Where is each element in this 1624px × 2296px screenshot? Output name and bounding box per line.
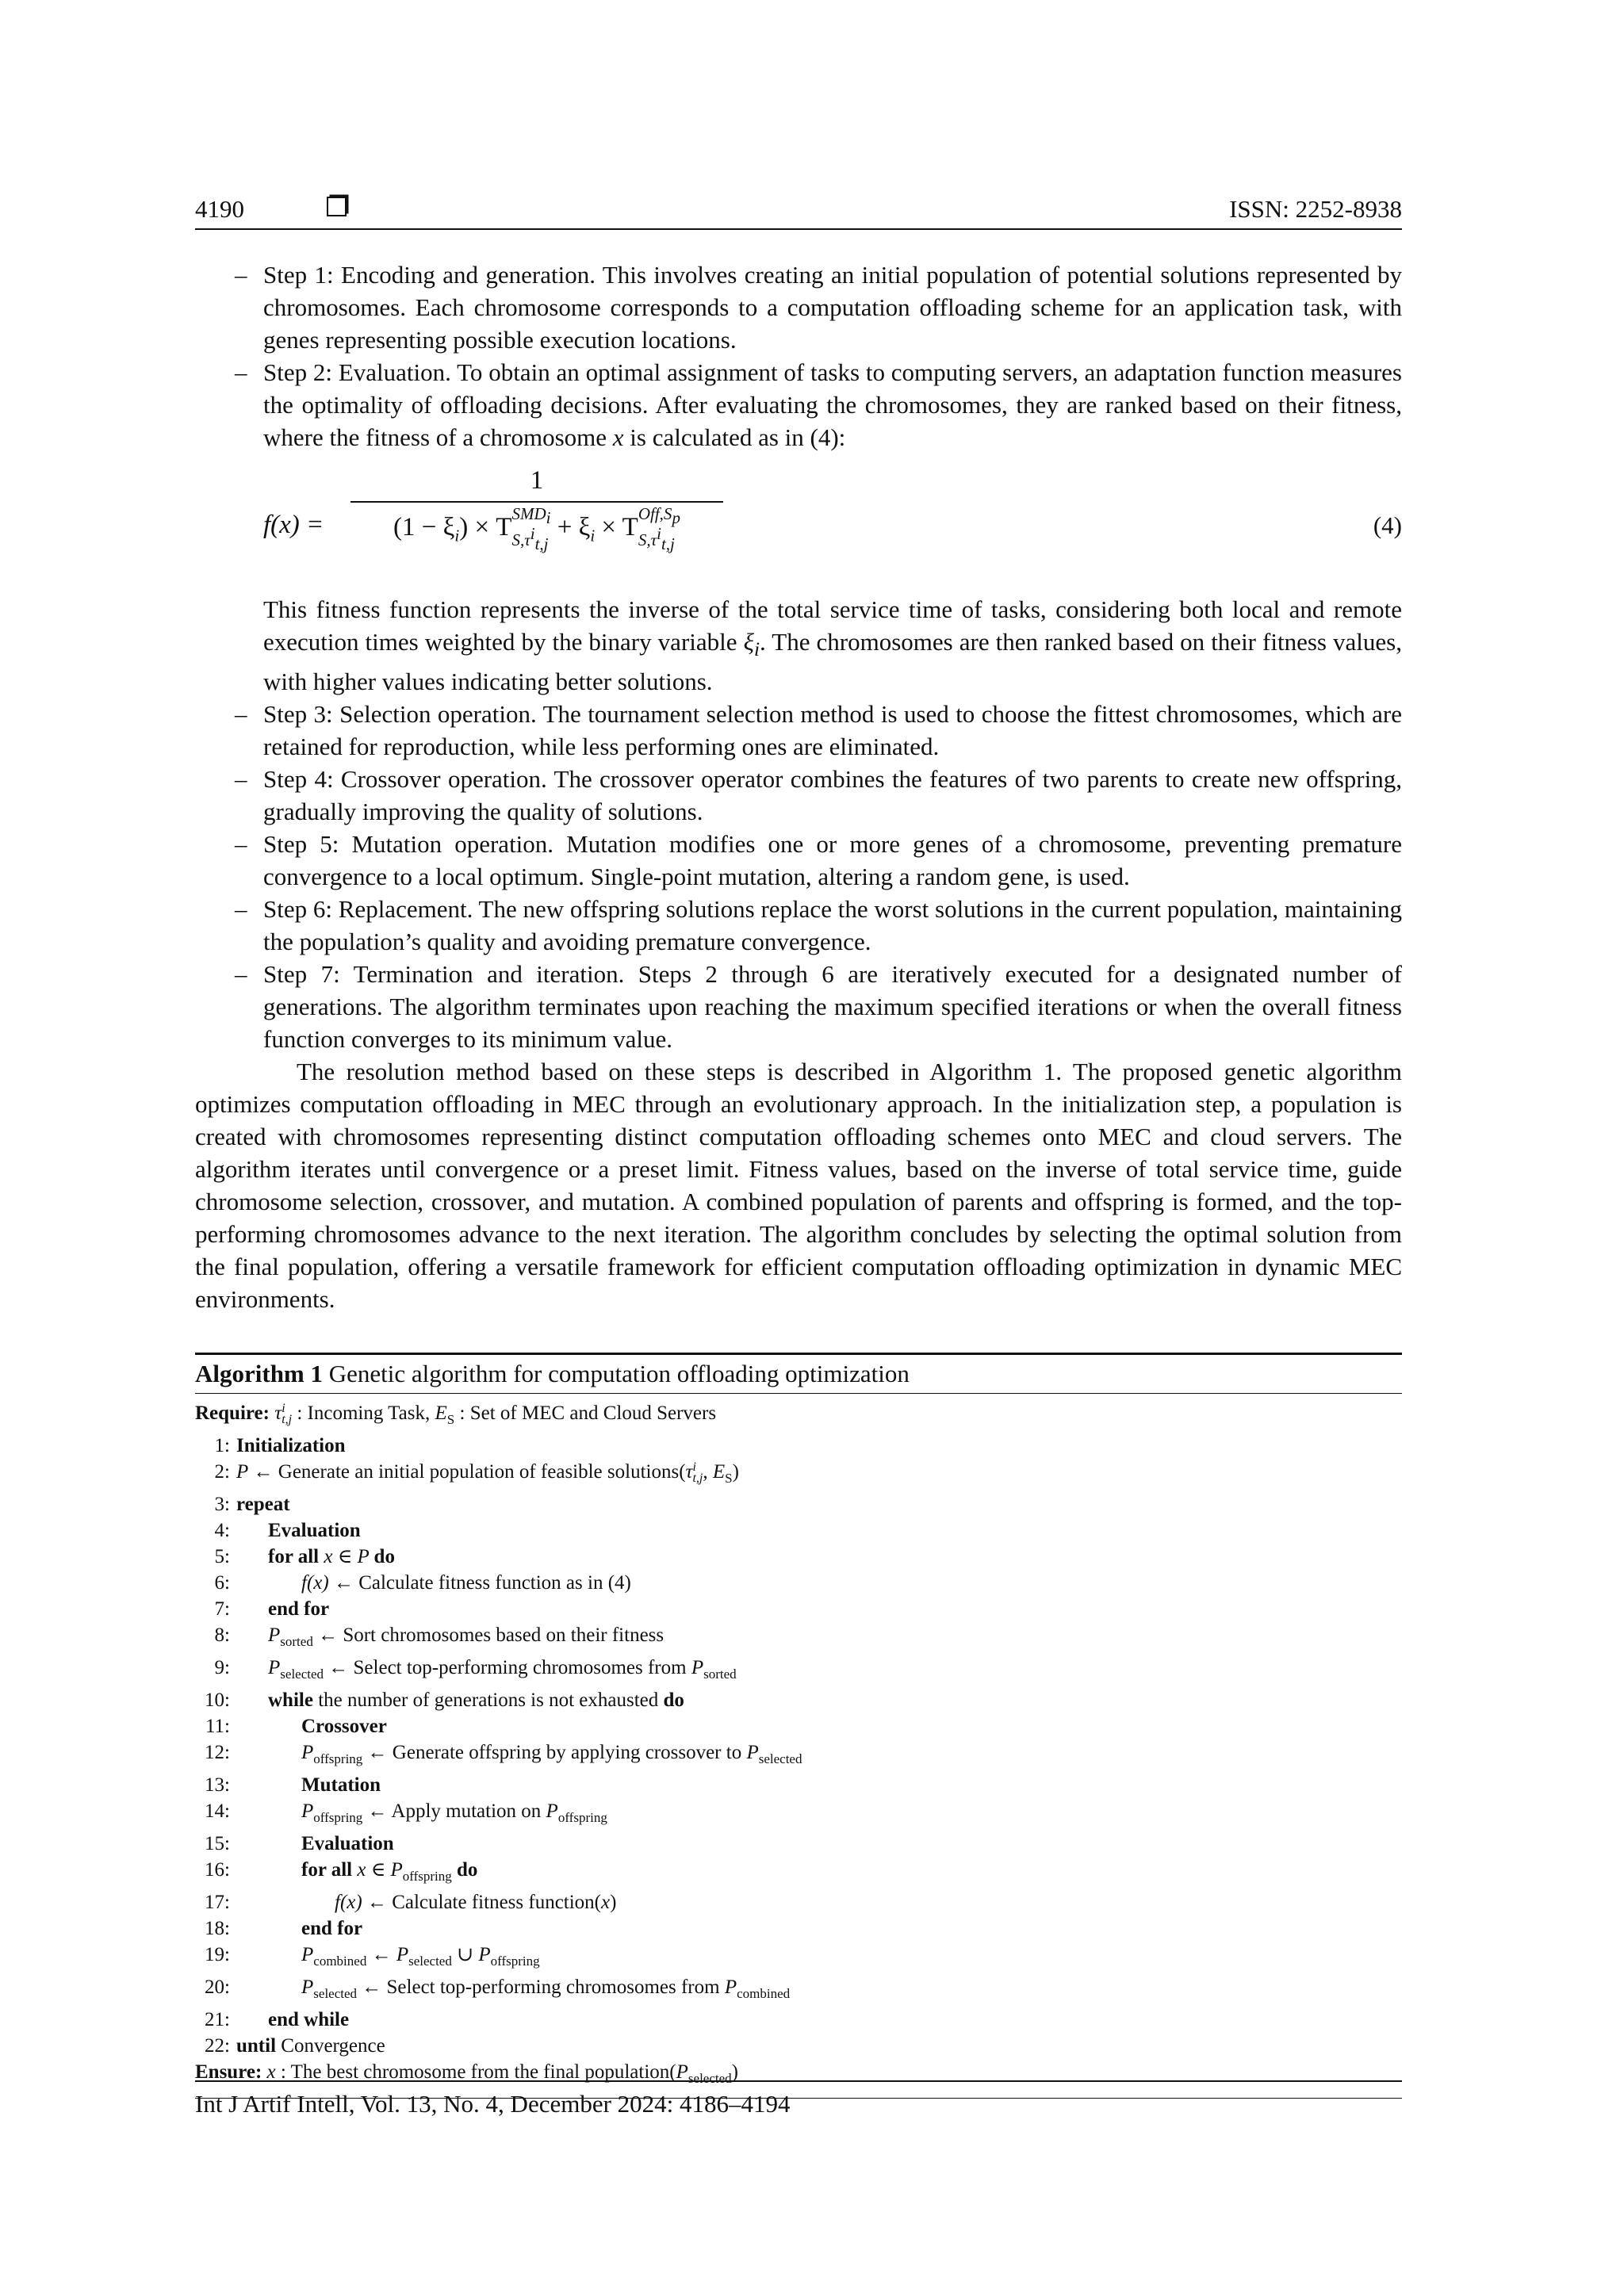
algo-require: Require: τ i t,j : Incoming Task, $E_S$ : Set of MEC and Cloud Servers [195,1402,717,1427]
algo-line-6: 6: f(x) ← Calculate fitness function as in (4) [214,1572,631,1594]
algo-line-14: 14: $P_{offspring}$ ← Apply mutation on $P_{offspring}$ [205,1800,607,1825]
algo-line-19: 19: $P_{combined}$ ← $P_{selected}$ ∪ $P_{offspring}$ [205,1944,540,1969]
algo-line-15: 15: Evaluation [205,1833,394,1854]
fitness-explanation: This fitness function represents the inverse of the total service time of tasks, considering both local and remote execution times weighted by the binary variable $\xi_i$. The chromosomes are then ranked based on their fitness values, with higher values indicating better solutions. [263,595,1402,696]
equation-fraction [350,463,723,553]
equation-numerator: 1 [530,466,544,495]
equation-number: (4) [1373,511,1402,539]
resolution-paragraph: The resolution method based on these steps is described in Algorithm 1. The proposed genetic algorithm optimizes computation offloading in MEC through an evolutionary approach. In the initialization step, a population is created with chromosomes representing distinct computation offloading schemes onto MEC and cloud servers. The algorithm iterates until convergence or a preset limit. Fitness values, based on the inverse of total service time, guide chromosome selection, crossover, and mutation. A combined population of parents and offspring is formed, and the top-performing chromosomes advance to the next iteration. The algorithm concludes by selecting the optimal solution from the final population, offering a versatile framework for efficient computation offloading optimization in dynamic MEC environments. [195,1058,1402,1314]
algorithm-lines [195,1394,1402,2091]
algo-line-17: 17: f(x) ← Calculate fitness function(x) [205,1892,617,1913]
step-2: – Step 2: Evaluation. To obtain an optimal assignment of tasks to computing servers, an adaptation function measures the optimality of offloading decisions. After evaluating the chromosomes, they are ranked based on their fitness, where the fitness of a chromosome x is calculated as in (4): [235,358,1402,451]
step-7: – Step 7: Termination and iteration. Steps 2 through 6 are iteratively executed for a designated number of generations. The algorithm terminates upon reaching the maximum specified iterations or when the overall fitness function converges to its minimum value. [235,960,1402,1054]
equation-lhs: f(x) = [263,511,324,539]
var-x: x [612,423,624,451]
algorithm-1 [195,1353,1402,2099]
algo-line-11: 11: Crossover [205,1716,387,1737]
algo-line-8: 8: $P_{sorted}$ ← Sort chromosomes based on their fitness [214,1624,665,1649]
step-5: – Step 5: Mutation operation. Mutation modifies one or more genes of a chromosome, preventing premature convergence to a local optimum. Single-point mutation, altering a random gene, is used. [235,830,1402,891]
algo-line-16: 16: for all x ∈ $P_{offspring}$ do [205,1859,478,1884]
algo-line-12: 12: $P_{offspring}$ ← Generate offspring by applying crossover to $P_{selected}$ [205,1742,802,1766]
step-6: – Step 6: Replacement. The new offspring solutions replace the worst solutions in the current population, maintaining the population’s quality and avoiding premature convergence. [235,895,1402,956]
algorithm-title: Algorithm 1 Genetic algorithm for computation offloading optimization [195,1353,1402,1394]
algo-line-9: 9: $P_{selected}$ ← Select top-performing chromosomes from $P_{sorted}$ [214,1657,737,1682]
main-text [195,258,1402,1340]
algo-line-5: 5: for all x ∈ P do [214,1546,395,1567]
algo-line-20: 20: $P_{selected}$ ← Select top-performing chromosomes from $P_{combined}$ [205,1976,791,2001]
algo-line-4: 4: Evaluation [214,1520,361,1541]
algo-line-13: 13: Mutation [205,1774,381,1796]
algo-line-7: 7: end for [214,1598,330,1620]
square-ornament-icon [327,197,347,216]
equation-4 [195,463,1402,582]
algo-line-18: 18: end for [205,1918,363,1939]
running-footer [195,2080,1402,2118]
fraction-bar [350,501,723,503]
algo-line-22: 22: until Convergence [205,2035,385,2057]
journal-citation: Int J Artif Intell, Vol. 13, No. 4, December 2024: 4186–4194 [195,2090,791,2118]
algo-line-3: 3: repeat [214,1494,290,1515]
step-4: – Step 4: Crossover operation. The crossover operator combines the features of two parents to create new offspring, gradually improving the quality of solutions. [235,765,1402,826]
issn: ISSN: 2252-8938 [1229,195,1402,223]
step-1-text: Step 1: Encoding and generation. This involves creating an initial population of potential solutions represented by chromosomes. Each chromosome corresponds to a computation offloading scheme for an application task, with genes representing possible execution locations. [263,261,1402,354]
algo-line-10: 10: while the number of generations is not exhausted do [205,1689,684,1711]
algo-line-21: 21: end while [205,2009,350,2030]
running-header [195,193,1402,230]
page-number: 4190 [195,195,244,223]
step-1: – Step 1: Encoding and generation. This involves creating an initial population of potential solutions represented by chromosomes. Each chromosome corresponds to a computation offloading scheme for an application task, with genes representing possible execution locations. [235,261,1402,354]
step-3: – Step 3: Selection operation. The tournament selection method is used to choose the fittest chromosomes, which are retained for reproduction, while less performing ones are eliminated. [235,700,1402,761]
algo-ensure: Ensure: x : The best chromosome from the final $population(P_{selected})$ [195,2061,738,2086]
paper-page [195,0,1402,2296]
algo-line-1: 1: Initialization [214,1435,346,1456]
algo-line-2: 2: P ← Generate an initial population of feasible solutions(τ i t,j , $E_S$) [214,1460,739,1486]
equation-denominator: $(1 - \xi_i) \times T$ $SMD_i$ $S,\tau^i_{t,j}$ + $\xi_i \times T$ $Off,S_p$ $S,\tau^i_{t,j}$ [393,504,680,554]
